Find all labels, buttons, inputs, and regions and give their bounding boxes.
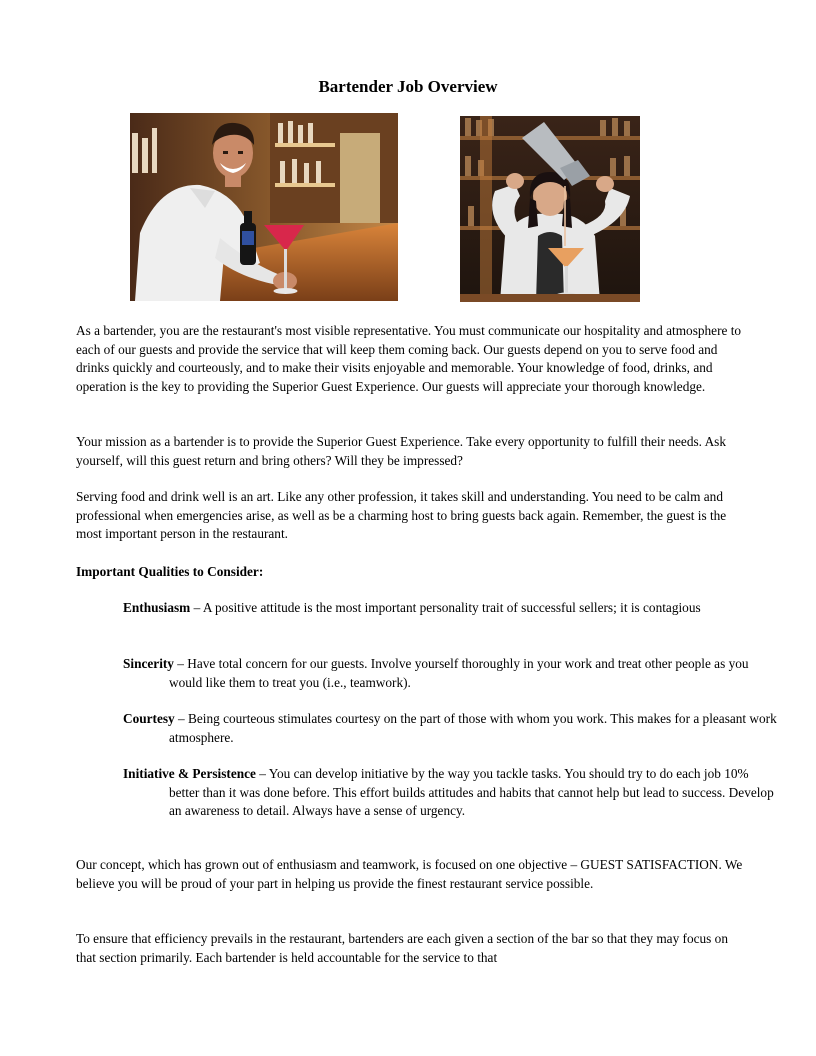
bartender-photo-female (460, 116, 640, 302)
page-title: Bartender Job Overview (318, 77, 498, 96)
quality-item-initiative-persistence (123, 765, 781, 821)
bartender-photo-male-image (130, 113, 398, 301)
quality-item-sincerity (123, 655, 781, 692)
bartender-photo-female-image (460, 116, 640, 302)
quality-name: Initiative & Persistence (123, 766, 256, 781)
qualities-heading: Important Qualities to Consider: (76, 564, 264, 579)
quality-description: – Have total concern for our guests. Involve yourself thoroughly in your work and treat other people as you would like them to treat you (i.e., teamwork). (169, 656, 749, 690)
quality-name: Sincerity (123, 656, 174, 671)
quality-item-enthusiasm (123, 599, 781, 618)
quality-description: – A positive attitude is the most important personality trait of successful sellers; it is contagious (190, 600, 701, 615)
service-art-paragraph: Serving food and drink well is an art. Like any other profession, it takes skill and understanding. You need to be calm and professional when emergencies arise, as well as be a charming host to bring guests back again. Remember, the guest is the most important person in the restaurant. (76, 489, 727, 542)
efficiency-paragraph: To ensure that efficiency prevails in the restaurant, bartenders are each given a section of the bar so that they may focus on that section primarily. Each bartender is held accountable for the service to that (76, 931, 728, 965)
quality-item-courtesy (123, 710, 781, 747)
quality-name: Courtesy (123, 711, 175, 726)
intro-paragraph: As a bartender, you are the restaurant's most visible representative. You must communicate our hospitality and atmosphere to each of our guests and provide the service that will keep them coming back. Our guests depend on you to serve food and drinks quickly and courteously, and to make their visits enjoyable and memorable. Your knowledge of food, drinks, and operation is the key to providing the Superior Guest Experience. Our guests will appreciate your thorough knowledge. (76, 323, 742, 394)
quality-name: Enthusiasm (123, 600, 191, 615)
mission-paragraph: Your mission as a bartender is to provide the Superior Guest Experience. Take every opportunity to fulfill their needs. Ask yourself, will this guest return and bring others? Will they be impressed? (76, 434, 726, 468)
quality-description: – Being courteous stimulates courtesy on the part of those with whom you work. This makes for a pleasant work atmosphere. (169, 711, 777, 745)
bartender-photo-male (130, 113, 398, 301)
quality-description: – You can develop initiative by the way you tackle tasks. You should try to do each job 10% better than it was done before. This effort builds attitudes and habits that cannot help but lead to success. Develop an awareness to detail. Always have a sense of urgency. (169, 766, 774, 819)
concept-paragraph: Our concept, which has grown out of enthusiasm and teamwork, is focused on one objective – GUEST SATISFACTION. We believe you will be proud of your part in helping us provide the finest restaurant service possible. (76, 857, 743, 891)
